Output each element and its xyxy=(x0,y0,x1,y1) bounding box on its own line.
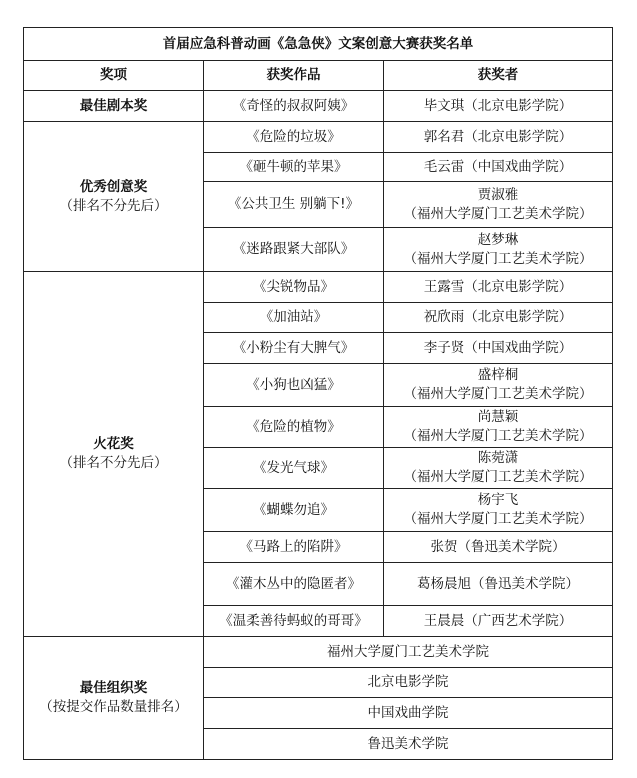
header-award: 奖项 xyxy=(24,61,204,91)
winner xyxy=(384,448,613,489)
work-title: 《温柔善待蚂蚁的哥哥》 xyxy=(204,606,384,637)
work-title: 《发光气球》 xyxy=(204,448,384,489)
winner-school: （福州大学厦门工艺美术学院） xyxy=(403,428,593,444)
winner-school: （福州大学厦门工艺美术学院） xyxy=(403,205,593,222)
award-organization xyxy=(24,637,204,760)
winner xyxy=(384,364,613,407)
work-title: 《迷路跟紧大部队》 xyxy=(204,228,384,272)
work-title: 《公共卫生 别躺下!》 xyxy=(204,182,384,228)
winner xyxy=(384,489,613,532)
award-note: （排名不分先后） xyxy=(59,455,168,471)
winner xyxy=(384,228,613,272)
winner-school: （福州大学厦门工艺美术学院） xyxy=(403,511,593,527)
award-note: （按提交作品数量排名） xyxy=(39,699,188,715)
winner-name: 杨宇飞 xyxy=(477,492,519,508)
header-winner: 获奖者 xyxy=(384,61,613,91)
school: 中国戏曲学院 xyxy=(204,698,613,729)
table-row xyxy=(24,122,613,153)
table-row xyxy=(24,272,613,303)
school: 北京电影学院 xyxy=(204,668,613,698)
award-note: （排名不分先后） xyxy=(59,197,168,214)
table-title: 首届应急科普动画《急急侠》文案创意大赛获奖名单 xyxy=(24,28,613,61)
winner-name: 贾淑雅 xyxy=(477,186,519,203)
work-title: 《灌木丛中的隐匿者》 xyxy=(204,563,384,606)
winner: 葛杨晨旭（鲁迅美术学院） xyxy=(384,563,613,606)
winner: 毛云雷（中国戏曲学院） xyxy=(384,153,613,182)
winner-school: （福州大学厦门工艺美术学院） xyxy=(403,469,593,485)
winner-name: 赵梦琳 xyxy=(477,231,519,248)
work-title: 《小粉尘有大脾气》 xyxy=(204,333,384,364)
winner: 祝欣雨（北京电影学院） xyxy=(384,303,613,333)
work-title: 《马路上的陷阱》 xyxy=(204,532,384,563)
winner: 张贺（鲁迅美术学院） xyxy=(384,532,613,563)
school: 福州大学厦门工艺美术学院 xyxy=(204,637,613,668)
award-spark xyxy=(24,272,204,637)
work-title: 《危险的植物》 xyxy=(204,407,384,448)
work-title: 《砸牛顿的苹果》 xyxy=(204,153,384,182)
winner: 毕文琪（北京电影学院） xyxy=(384,91,613,122)
work-title: 《危险的垃圾》 xyxy=(204,122,384,153)
award-best-script: 最佳剧本奖 xyxy=(24,91,204,122)
header-row xyxy=(24,61,613,91)
winner xyxy=(384,182,613,228)
winner: 郭名君（北京电影学院） xyxy=(384,122,613,153)
school: 鲁迅美术学院 xyxy=(204,729,613,760)
award-creative xyxy=(24,122,204,272)
table-row xyxy=(24,637,613,668)
award-name: 优秀创意奖 xyxy=(79,178,148,195)
winner: 李子贤（中国戏曲学院） xyxy=(384,333,613,364)
work-title: 《加油站》 xyxy=(204,303,384,333)
winner-school: （福州大学厦门工艺美术学院） xyxy=(403,250,593,267)
winner: 王晨晨（广西艺术学院） xyxy=(384,606,613,637)
work-title: 《蝴蝶勿追》 xyxy=(204,489,384,532)
award-name: 最佳组织奖 xyxy=(79,680,148,696)
award-list-table xyxy=(23,27,613,760)
table-row xyxy=(24,91,613,122)
winner: 王露雪（北京电影学院） xyxy=(384,272,613,303)
winner-name: 盛梓桐 xyxy=(477,367,519,383)
award-name: 火花奖 xyxy=(93,436,134,452)
winner xyxy=(384,407,613,448)
work-title: 《奇怪的叔叔阿姨》 xyxy=(204,91,384,122)
work-title: 《小狗也凶猛》 xyxy=(204,364,384,407)
work-title: 《尖锐物品》 xyxy=(204,272,384,303)
winner-name: 陈菀潇 xyxy=(477,450,519,466)
winner-school: （福州大学厦门工艺美术学院） xyxy=(403,386,593,402)
header-work: 获奖作品 xyxy=(204,61,384,91)
winner-name: 尚慧颖 xyxy=(477,409,519,425)
